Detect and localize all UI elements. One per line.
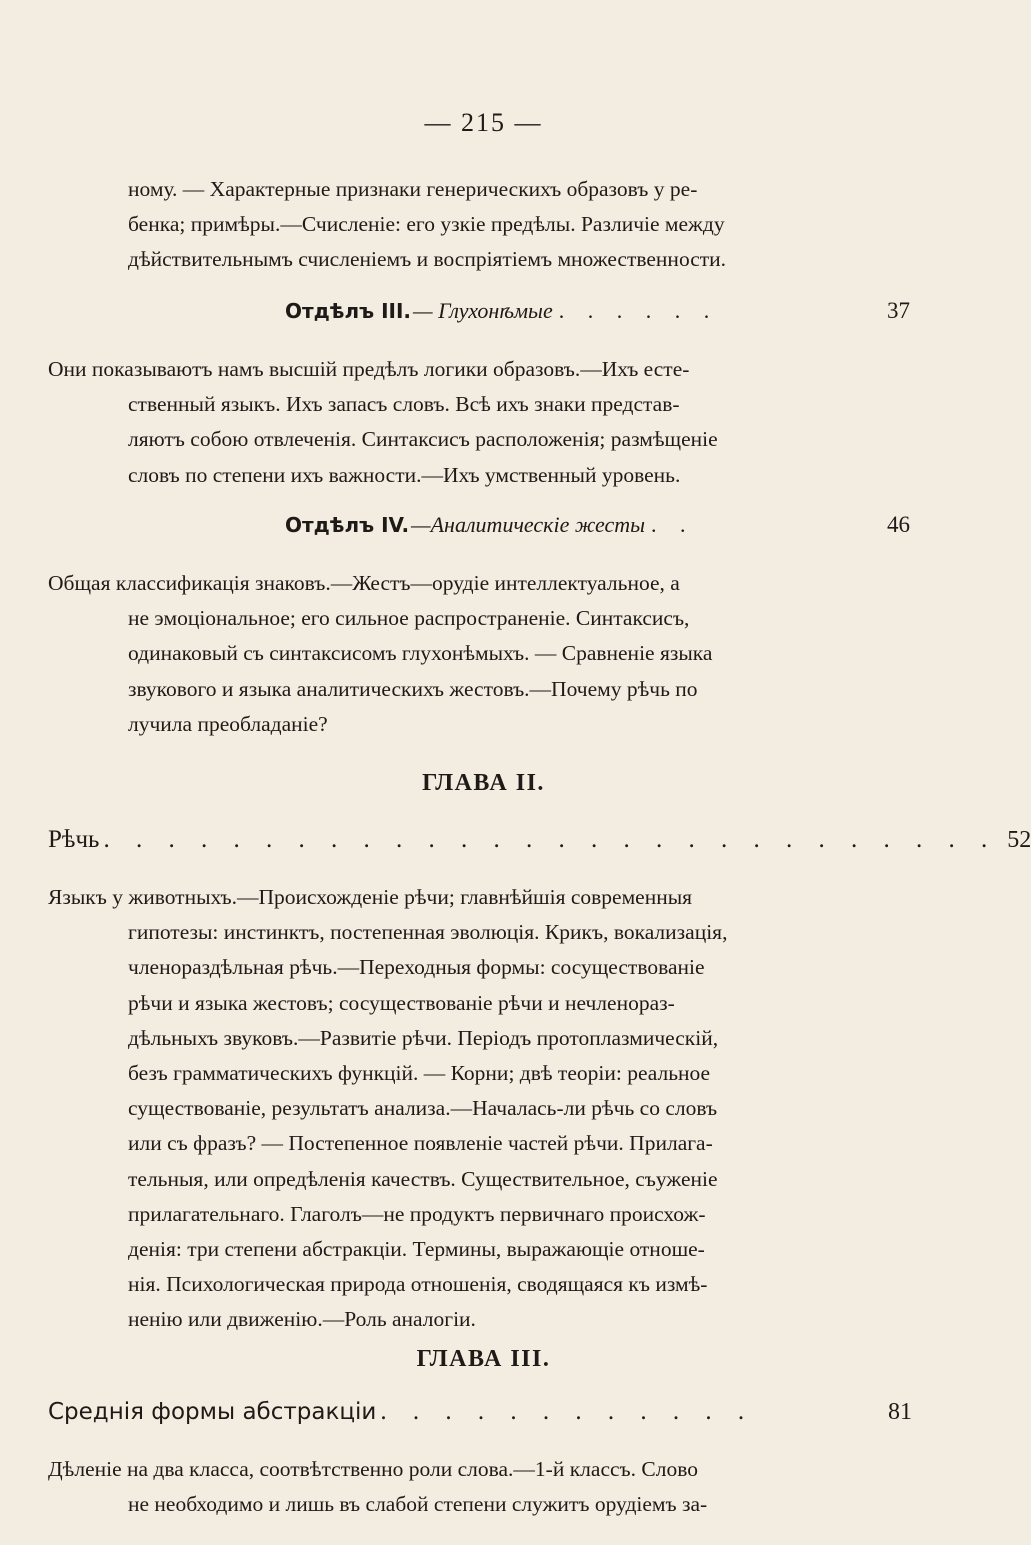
section-3-page: 37 [887,298,910,323]
text-line: бенка; примѣры.—Счисленіе: его узкіе предѣлы. Различіе между [128,212,725,237]
text-line: ненію или движенію.—Роль аналогіи. [128,1307,476,1332]
text-line: не эмоціональное; его сильное распространеніе. Синтаксисъ, [128,606,690,631]
text-line: прилагательнаго. Глаголъ—не продуктъ первичнаго происхож- [128,1201,706,1226]
chapter-3-heading: ГЛАВА III. [416,1346,551,1372]
section-4-label: Отдѣлъ IV. [285,513,410,537]
text-line: не необходимо и лишь въ слабой степени служитъ орудіемъ за- [128,1492,708,1517]
text-line: дѣльныхъ звуковъ.—Развитіе рѣчи. Періодъ протоплазмическій, [128,1025,719,1050]
paragraph-section-3 [48,352,932,493]
text-line: рѣчи и языка жестовъ; сосуществованіе рѣчи и нечленораз- [128,990,675,1015]
text-line: нія. Психологическая природа отношенія, сводящаяся къ измѣ- [128,1272,708,1297]
toc-entry-title: Среднія формы абстракціи [48,1399,377,1425]
toc-entry-middle-forms [48,1398,912,1426]
text-line: членораздѣльная рѣчь.—Переходныя формы: сосуществованіе [128,955,705,980]
paragraph-section-4 [48,566,932,742]
text-line: Они показываютъ намъ высшій предѣлъ логики образовъ.—Ихъ есте- [48,357,690,381]
section-3-leader: . . . . . . [558,298,719,323]
toc-entry-speech [48,826,1031,854]
text-line: звукового и языка аналитическихъ жестовъ.—Почему рѣчь по [128,676,698,701]
section-3-label: Отдѣлъ III. [285,299,412,323]
text-line: или съ фразъ? — Постепенное появленіе частей рѣчи. Прилага- [128,1131,713,1156]
chapter-2-heading: ГЛАВА II. [422,770,545,796]
text-line: словъ по степени ихъ важности.—Ихъ умственный уровень. [128,462,681,487]
text-line: тельныя, или опредѣленія качествъ. Существительное, съуженіе [128,1166,718,1191]
paragraph-middle-forms [48,1452,932,1522]
page-number: — 215 — [424,108,543,137]
text-line: лучила преобладаніе? [128,711,328,736]
paragraph-speech [48,880,932,1338]
toc-entry-leader: . . . . . . . . . . . . [380,1398,755,1425]
section-4-heading [285,512,910,538]
text-line: гипотезы: инстинктъ, постепенная эволюція. Крикъ, вокализація, [128,920,728,945]
text-line: денія: три степени абстракціи. Термины, выражающіе отноше- [128,1237,705,1262]
paragraph-intro [48,172,932,278]
section-4-page: 46 [887,512,910,537]
text-line: Языкъ у животныхъ.—Происхожденіе рѣчи; главнѣйшія современныя [48,885,693,909]
toc-entry-title: Рѣчь [48,826,100,853]
text-line: ляютъ собою отвлеченія. Синтаксисъ расположенія; размѣщеніе [128,427,718,452]
text-line: ственный языкъ. Ихъ запасъ словъ. Всѣ ихъ знаки представ- [128,392,680,417]
text-line: одинаковый съ синтаксисомъ глухонѣмыхъ. — Сравненіе языка [128,641,713,666]
text-line: Общая классификація знаковъ.—Жестъ—орудіе интеллектуальное, а [48,571,680,595]
section-3-title: — Глухонѣмые [413,298,553,323]
text-line: существованіе, результатъ анализа.—Началась-ли рѣчь со словъ [128,1096,718,1121]
toc-entry-leader: . . . . . . . . . . . . . . . . . . . . . . . . . . . . [103,826,998,853]
section-4-leader: . . [651,512,695,537]
section-3-heading [285,298,910,324]
toc-entry-page: 52 [1007,827,1031,853]
text-line: безъ грамматическихъ функцій. — Корни; двѣ теоріи: реальное [128,1061,711,1086]
toc-entry-page: 81 [888,1399,912,1425]
text-line: дѣйствительнымъ счисленіемъ и воспріятіемъ множественности. [128,247,727,272]
text-line: ному. — Характерные признаки генерическихъ образовъ у ре- [128,177,698,201]
text-line: Дѣленіе на два класса, соотвѣтственно роли слова.—1-й классъ. Слово [48,1457,698,1481]
section-4-title: —Аналитическіе жесты [411,512,646,537]
